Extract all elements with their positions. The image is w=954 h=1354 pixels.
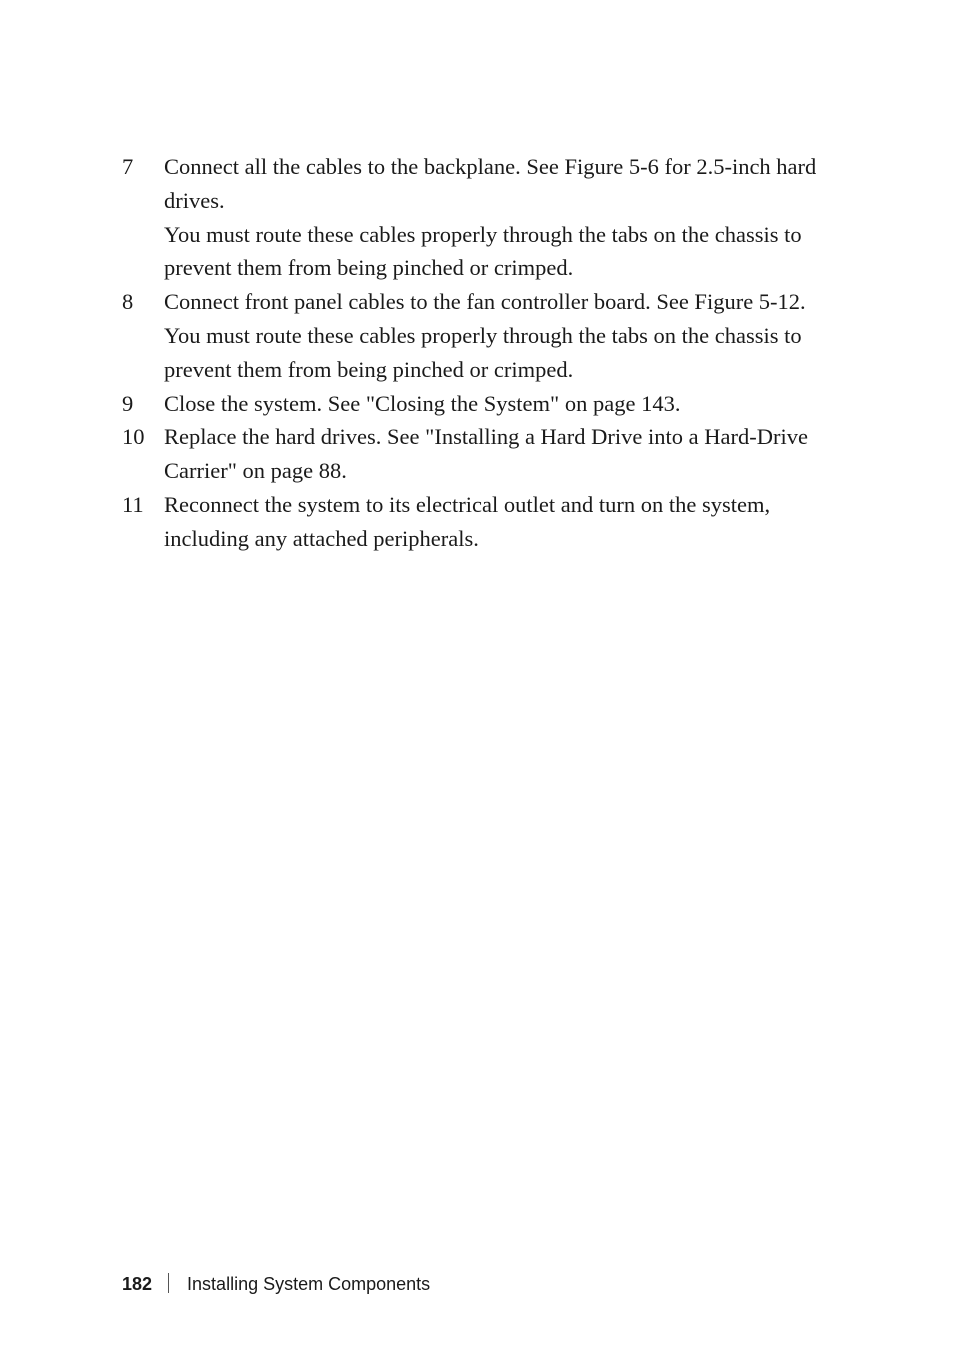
footer-divider [168, 1273, 169, 1293]
step-11 [122, 488, 842, 556]
step-text: Close the system. See "Closing the System" on page 143. [164, 390, 681, 416]
step-number: 9 [122, 390, 134, 416]
step-text: Replace the hard drives. See "Installing a Hard Drive into a Hard-Drive Carrier" on page 88. [164, 424, 808, 484]
page-footer [122, 1271, 430, 1297]
step-8 [122, 285, 842, 386]
step-7 [122, 150, 842, 285]
step-number: 10 [122, 424, 145, 450]
step-10 [122, 420, 842, 488]
step-text: Connect front panel cables to the fan controller board. See Figure 5-12. [164, 289, 806, 315]
step-text: Connect all the cables to the backplane. See Figure 5-6 for 2.5-inch hard drives. [164, 154, 817, 213]
step-9 [122, 387, 842, 421]
step-note: You must route these cables properly through the tabs on the chassis to prevent them from being pinched or crimped. [164, 322, 802, 382]
section-title: Installing System Components [187, 1274, 431, 1294]
step-number: 7 [122, 154, 134, 179]
step-number: 8 [122, 289, 134, 315]
step-number: 11 [122, 491, 144, 517]
page-number: 182 [122, 1274, 153, 1294]
procedure-steps [122, 150, 842, 556]
step-note: You must route these cables properly through the tabs on the chassis to prevent them from being pinched or crimped. [164, 221, 802, 281]
step-text: Reconnect the system to its electrical outlet and turn on the system, including any attached peripherals. [164, 491, 771, 551]
